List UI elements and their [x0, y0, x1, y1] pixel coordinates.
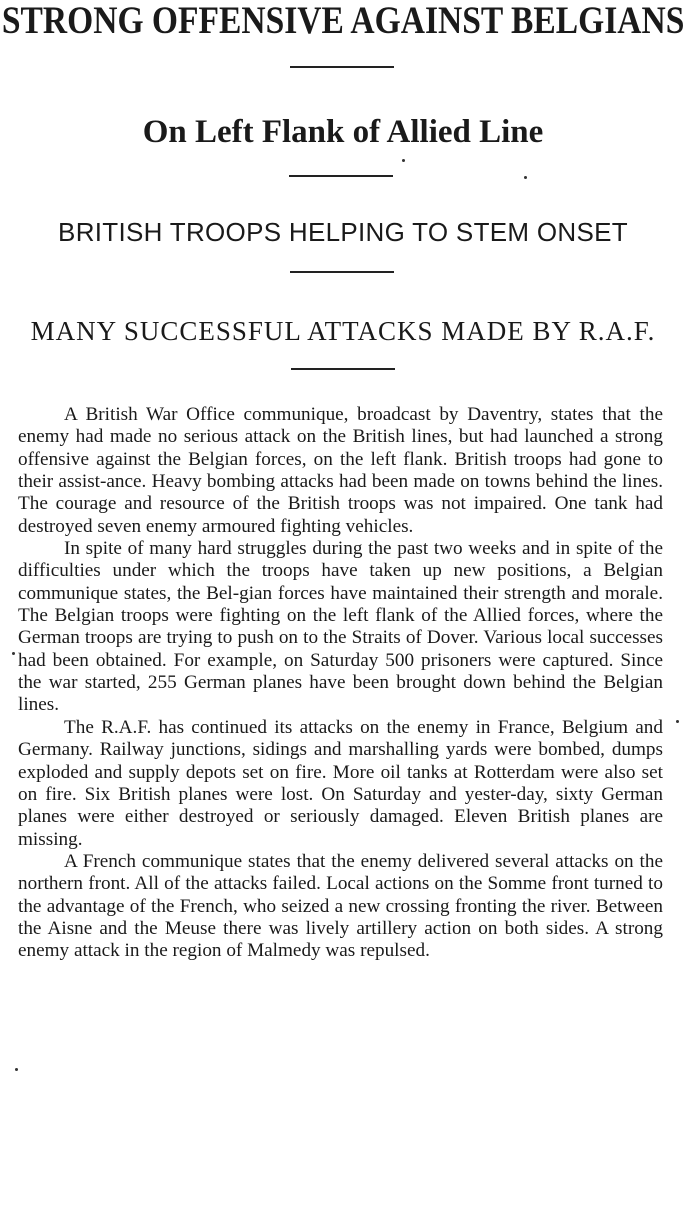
article-paragraph: A British War Office communique, broadcast by Daventry, states that the enemy had made no serious attack on the British lines, but had launched a strong offensive against the Belgian forces, on the left flank. British troops had gone to their assist-ance. Heavy bombing attacks had been made on towns behind the lines. The courage and resource of the British troops was not impaired. One tank had destroyed seven enemy armoured fighting vehicles.	[18, 404, 663, 537]
print-speck	[12, 652, 15, 655]
headline: STRONG OFFENSIVE AGAINST BELGIANS	[1, 0, 685, 42]
divider-rule	[289, 175, 393, 177]
subheadline-primary: On Left Flank of Allied Line	[142, 114, 544, 150]
divider-rule	[290, 66, 394, 68]
divider-rule	[291, 368, 395, 370]
subheadline-tertiary: MANY SUCCESSFUL ATTACKS MADE BY R.A.F.	[30, 316, 656, 346]
divider-rule	[290, 271, 394, 273]
print-speck	[524, 176, 527, 179]
article-paragraph: The R.A.F. has continued its attacks on the enemy in France, Belgium and Germany. Railway junctions, sidings and marshalling yards were bombed, dumps exploded and supply depots set on fire. More oil tanks at Rotterdam were also set on fire. Six British planes were lost. On Saturday and yester-day, sixty German planes were either destroyed or seriously damaged. Eleven British planes are missing.	[18, 716, 663, 850]
article-paragraph: In spite of many hard struggles during the past two weeks and in spite of the difficulties under which the troops have taken up new positions, a Belgian communique states, the Bel-gian forces have maintained their strength and morale. The Belgian troops were fighting on the left flank of the Allied forces, where the German troops are trying to push on to the Straits of Dover. Various local successes had been obtained. For example, on Saturday 500 prisoners were captured. Since the war started, 255 German planes have been brought down behind the Belgian lines.	[18, 538, 663, 716]
print-speck	[402, 159, 405, 162]
article-body	[18, 404, 663, 963]
print-speck	[676, 720, 679, 723]
subheadline-secondary: BRITISH TROOPS HELPING TO STEM ONSET	[58, 217, 628, 247]
article-paragraph: A French communique states that the enemy delivered several attacks on the northern front. All of the attacks failed. Local actions on the Somme front turned to the advantage of the French, who seized a new crossing fronting the river. Between the Aisne and the Meuse there was lively artillery action on both sides. A strong enemy attack in the region of Malmedy was repulsed.	[18, 850, 663, 962]
print-speck	[15, 1068, 18, 1071]
